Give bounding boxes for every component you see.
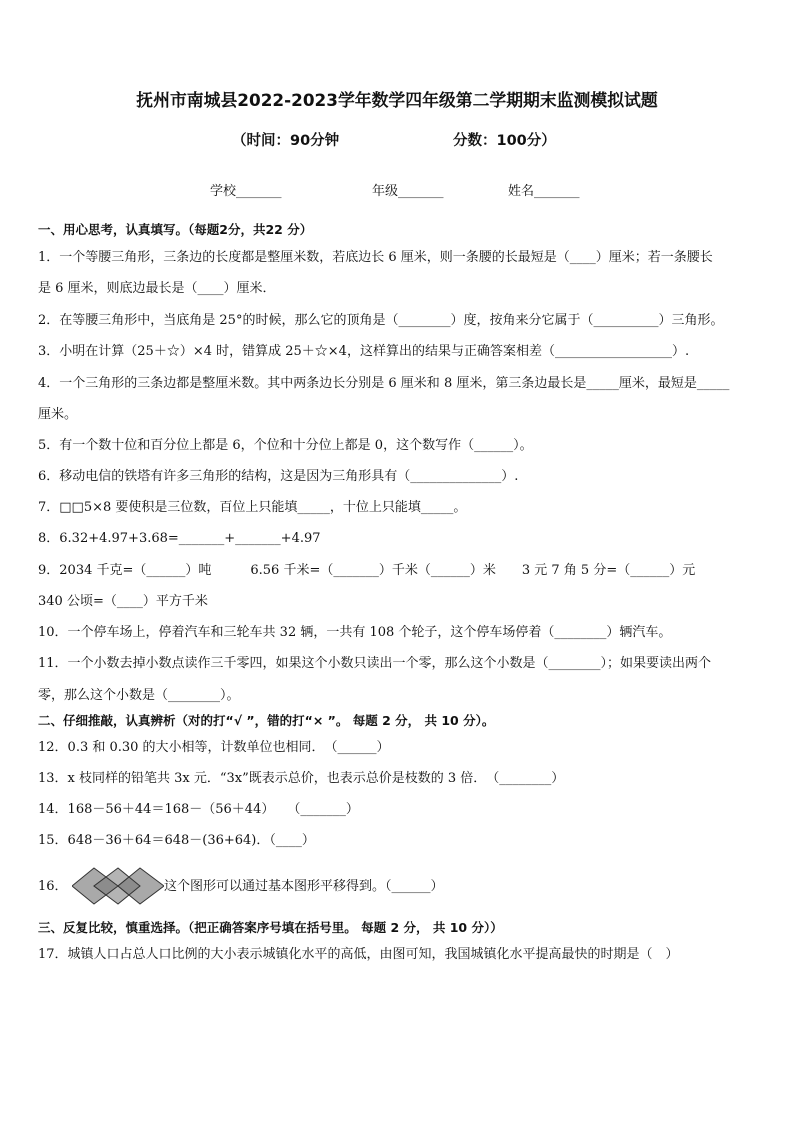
grade-field: 年级_______ (372, 184, 444, 199)
question-15: 15．648－36＋64＝648－(36+64)．（____） (38, 833, 315, 848)
question-4-line-1: 4．一个三角形的三条边都是整厘米数。其中两条边长分别是 6 厘米和 8 厘米，第三条边最长是_____厘米，最短是_____ (38, 376, 730, 391)
question-16-number: 16． (38, 879, 68, 894)
name-field: 姓名_______ (508, 184, 580, 199)
score-info: 分数：100分） (453, 133, 556, 149)
exam-title: 抚州市南城县2022-2023学年数学四年级第二学期期末监测模拟试题 (136, 91, 658, 111)
time-info: （时间：90分钟 (232, 133, 340, 149)
section-3-heading: 三、反复比较，慎重选择。（把正确答案序号填在括号里。 每题 2 分， 共 10 分）） (38, 920, 503, 935)
question-9-line-1: 9．2034 千克=（______）吨 6.56 千米=（_______）千米（______）米 3 元 7 角 5 分=（______）元 (38, 563, 696, 578)
question-3: 3．小明在计算（25＋☆）×4 时，错算成 25＋☆×4，这样算出的结果与正确答案相差（__________________）. (38, 344, 690, 359)
question-12: 12．0.3 和 0.30 的大小相等，计数单位也相同． （______） (38, 740, 390, 755)
question-10: 10．一个停车场上，停着汽车和三轮车共 32 辆，一共有 108 个轮子，这个停车场停着（________）辆汽车。 (38, 625, 672, 640)
question-5: 5．有一个数十位和百分位上都是 6，个位和十分位上都是 0，这个数写作（______）。 (38, 438, 533, 453)
student-info-fields (0, 180, 794, 200)
question-9-line-2: 340 公顷=（____）平方千米 (38, 594, 208, 609)
question-8: 8．6.32+4.97+3.68=_______+_______+4.97 (38, 531, 321, 546)
question-2: 2．在等腰三角形中，当底角是 25°的时候，那么它的顶角是（________）度，按角来分它属于（__________）三角形。 (38, 313, 724, 328)
section-2-heading: 二、仔细推敲，认真辨析（对的打“√ ”，错的打“× ”。 每题 2 分， 共 10 分）。 (38, 713, 495, 728)
question-14: 14．168－56＋44＝168－（56＋44） （_______） (38, 802, 359, 817)
question-4-line-2: 厘米。 (38, 407, 78, 422)
question-6: 6．移动电信的铁塔有许多三角形的结构，这是因为三角形具有（______________）. (38, 469, 519, 484)
question-11-line-1: 11．一个小数去掉小数点读作三千零四，如果这个小数只读出一个零，那么这个小数是（________）；如果要读出两个 (38, 656, 712, 671)
question-11-line-2: 零，那么这个小数是（________）。 (38, 688, 240, 703)
question-7: 7．□□5×8 要使积是三位数，百位上只能填_____，十位上只能填_____。 (38, 500, 467, 515)
question-1-line-1: 1．一个等腰三角形，三条边的长度都是整厘米数，若底边长 6 厘米，则一条腰的长最短是（____）厘米；若一条腰长 (38, 250, 713, 265)
question-1-line-2: 是 6 厘米，则底边最长是（____）厘米． (38, 281, 276, 296)
rhombus-pattern-figure (72, 864, 164, 912)
question-13: 13．x 枝同样的铅笔共 3x 元．“3x”既表示总价，也表示总价是枝数的 3 倍． （________） (38, 771, 565, 786)
question-17: 17．城镇人口占总人口比例的大小表示城镇化水平的高低，由图可知，我国城镇化水平提高最快的时期是（ ） (38, 947, 679, 962)
school-field: 学校_______ (210, 184, 282, 199)
section-1-heading: 一、用心思考，认真填写。（每题2分，共22 分） (38, 222, 313, 237)
question-16-text: 这个图形可以通过基本图形平移得到。（______） (164, 879, 444, 894)
exam-meta (0, 129, 794, 151)
